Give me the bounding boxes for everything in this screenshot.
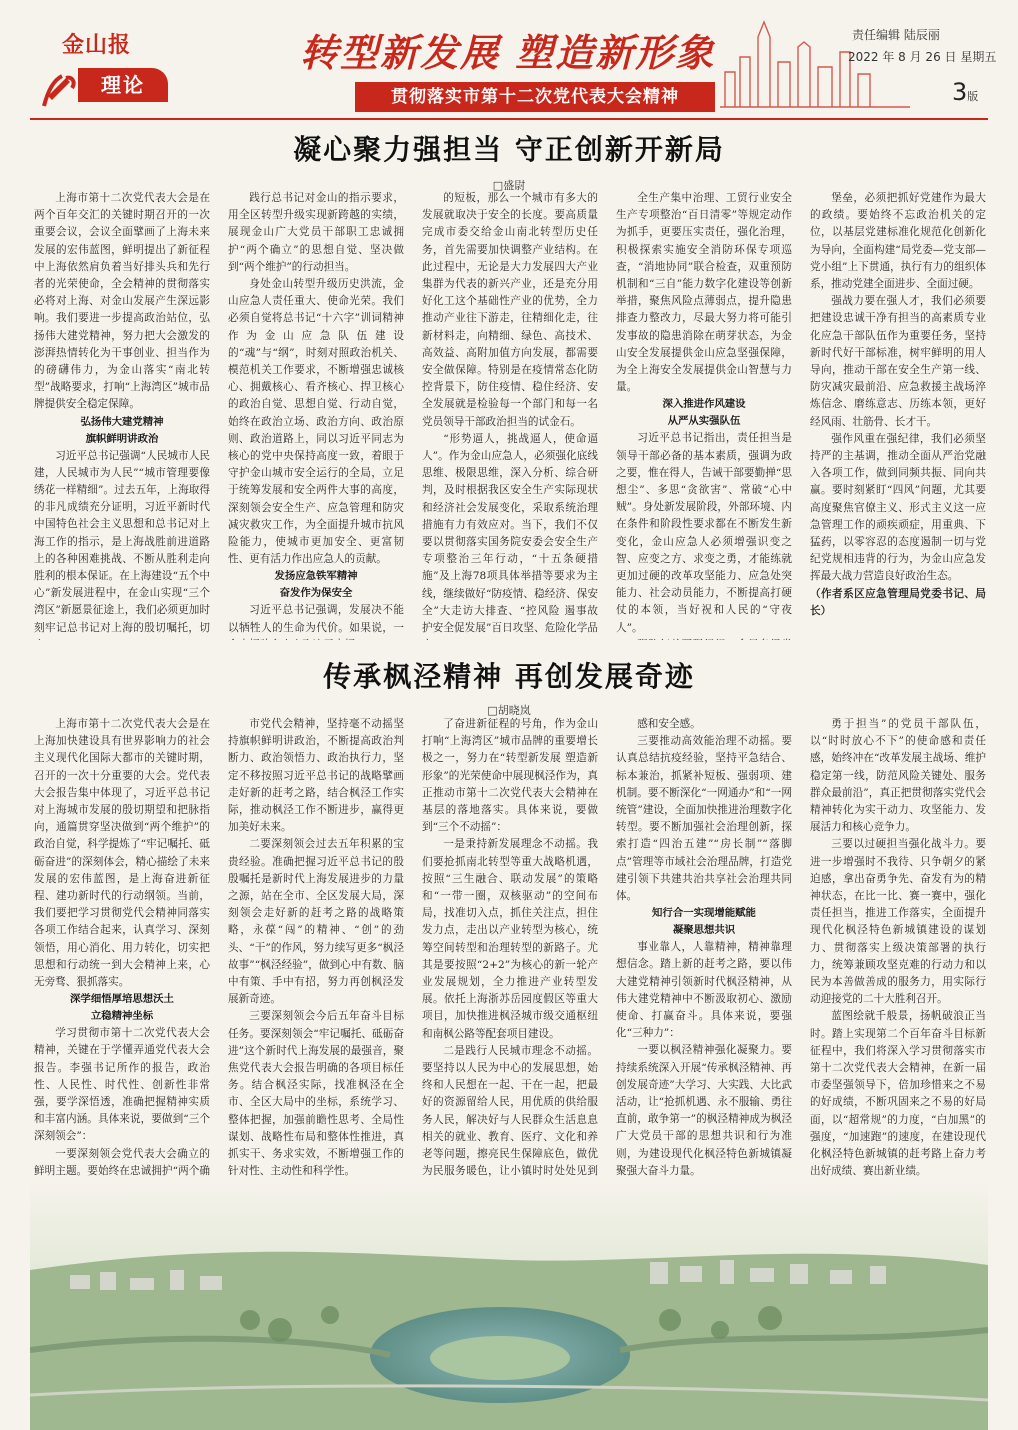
subheading: 凝聚思想共识 — [672, 924, 736, 937]
article2-column-5 — [810, 716, 986, 1178]
article1-column-3 — [422, 190, 598, 640]
subheading: 深学细悟厚培思想沃土 — [70, 993, 174, 1006]
page-suffix: 版 — [967, 90, 979, 103]
page-number-value: 3 — [952, 78, 968, 106]
article2-column-3 — [422, 716, 598, 1178]
article1-title: 凝心聚力强担当 守正创新开新局 — [293, 133, 725, 166]
newspaper-logo: 金山报 — [62, 32, 132, 58]
slogan-headline: 转型新发展 塑造新形象 — [300, 30, 716, 75]
paragraph: 蓝图绘就千般景，扬帆破浪正当时。踏上实现第二个百年奋斗目标新征程中，我们将深入学习贯彻落实市第十二次党代表大会精神，在新一届市委坚强领导下，倍加珍惜来之不易的好成绩，不断巩固来之不易的好局面，以“超常规”的力度，“白加黑”的强度，“加速跑”的速度，在建设现代化枫泾特色新城镇的赶考路上奋力考出好成绩、赛出新业绩。 — [810, 1010, 986, 1178]
article1-column-2 — [228, 190, 404, 640]
paragraph: 习近平总书记强调，发展决不能以牺牲人的生命为代价。如果说，一 — [228, 604, 404, 634]
author-note: （作者系区应急管理局党委书记、局长） — [810, 587, 986, 617]
paragraph: 全生产集中治理、工贸行业安全生产专项整治“百日清零”等规定动作为抓手，更要压实责任，强化治理，积极探索实施安全消防环保专项巡查，“消地协同”联合检查，双重预防机制和“三自”能力数字化建设等创新举措，聚焦风险点薄弱点，提升隐患排查力整改力，尽最大努力将可能引发事故的隐患消除在萌芽状态，为金山安全发展提供金山应急坚强保障，为全上海安全发展提供金山智慧与力量。 — [616, 192, 792, 394]
article2-title: 传承枫泾精神 再创发展奇迹 — [323, 660, 695, 693]
paragraph — [616, 637, 792, 640]
article2-byline: □胡晓岚 — [487, 704, 531, 717]
paragraph: 强战力要在强人才，我们必须要把建设忠诚干净有担当的高素质专业化应急干部队伍作为重要任务，坚持新时代好干部标准，树牢鲜明的用人导向，推动干部在安全生产第一线、防灾减灾最前沿、应急救援主战场淬炼信念、磨练意志、历练本领，更好经风雨、壮筋骨、长才干。 — [810, 295, 986, 428]
paragraph: 了奋进新征程的号角，作为金山打响“上海湾区”城市品牌的重要增长极之一，努力在“转型新发展 塑造新形象”的光荣使命中展现枫泾作为，真正推动市第十二次党代表大会精神在基层的落地落实。具体来说，要做到“三个不动摇”： — [422, 718, 598, 834]
subheading: 发扬应急铁军精神 — [274, 570, 358, 583]
paragraph: 勇于担当”的党员干部队伍，以“时时放心不下”的使命感和责任感，始终冲在“改革发展主战场、维护稳定第一线，防范风险关键处、服务群众最前沿”，真正把贯彻落实党代会精神转化为实干动力、攻坚能力、发展活力和核心竞争力。 — [810, 718, 986, 834]
paragraph: 市党代会精神，坚持毫不动摇坚持旗帜鲜明讲政治，不断提高政治判断力、政治领悟力、政治执行力，坚定不移按照习近平总书记的战略擘画走好新的赶考之路，结合枫泾工作实际，推动枫泾工作不断进步，赢得更加美好未来。 — [228, 718, 404, 834]
paragraph: 习近平总书记强调“人民城市人民建，人民城市为人民”“城市管理要像绣花一样精细”。过去五年，上海取得的非凡成绩充分证明，习近平新时代中国特色社会主义思想和总书记对上海工作的指示，是上海战胜前进道路上的各种困难挑战、不断从胜利走向胜利的根本保证。在上海建设“五个中心”新发展进程中，在金山实现“三个湾区”新愿景征途上，我们必须更加时刻牢记总书记对上海的殷切嘱托，切 — [34, 449, 210, 634]
subheading: 弘扬伟大建党精神 — [80, 415, 164, 428]
subheading: 旗帜鲜明讲政治 — [85, 432, 159, 445]
subheading: 立稳精神坐标 — [90, 1010, 154, 1023]
article1-column-5 — [810, 190, 986, 640]
article1-column-4 — [616, 190, 792, 640]
paragraph: 习近平总书记指出，责任担当是领导干部必备的基本素质，强调为政之要，惟在得人，告诫干部要勤掸“思想尘”、多思“贪欲害”、常破“心中贼”。身处新发展阶段，外部环境、内在条件和阶段性要求都在不断发生新变化，金山应急人必须增强识变之智、应变之方、求变之勇，才能练就更加过硬的改革攻坚能力、应急处突能力、社会动员能力，不断提高打硬仗的本领，当好祝和人民的“守夜人”。 — [616, 432, 792, 634]
paragraph: 一要以枫泾精神强化凝聚力。要持续系统深入开展“传承枫泾精神、再创发展奇迹”大学习、大实践、大比武活动，让“抢抓机遇、永不服输、勇往直前，敢争第一”的枫泾精神成为枫泾广大党员干部的思想共识和行为准则，为建设现代化枫泾特色新城镇凝聚强大奋斗力量。 — [616, 1044, 792, 1177]
masthead — [0, 0, 1018, 120]
issue-date: 2022 年 8 月 26 日 星期五 — [848, 50, 997, 64]
article2-column-2 — [228, 716, 404, 1178]
paragraph: 一是秉持新发展理念不动摇。我们要抢抓南北转型等重大战略机遇，按照“三生融合、联动发展”的策略和“一带一圈，双核驱动”的空间布局，找准切入点，抓住关注点，担住发力点，走出以产业转型为核心，统筹空间转型和治理转型的新路子。尤其是要按照“2+2”为核心的新一轮产业发展规划，全力推进产业转型发展。依托上海浙苏岳园度假区等重大项目，加快推进枫泾城市级交通枢纽和南枫公路等配套项目建设。 — [422, 838, 598, 1040]
article2-column-1 — [34, 716, 210, 1178]
subheading: 奋发作为保安全 — [279, 587, 353, 600]
subheading: 从严从实强队伍 — [667, 415, 741, 428]
paragraph: 学习贯彻市第十二次党代表大会精神，关键在于学懂弄通党代表大会报告。李强书记所作的报告，政治性、人民性、时代性、创新性非常强，要学深悟透，准确把握精神实质和丰富内涵。具体来说，要做到“三个深刻领会”： — [34, 1027, 210, 1143]
paragraph: 堡垒，必须把抓好党建作为最大的政绩。要始终不忘政治机关的定位，以基层党建标准化规范化创新化为导向，全面构建“局党委—党支部—党小组”上下贯通，执行有力的组织体系，推动党建全面进步、全面过硬。 — [810, 192, 986, 291]
editor-credit: 责任编辑 陆辰丽 — [852, 28, 940, 42]
paragraph: 感和安全感。 — [637, 718, 701, 730]
aerial-town-photo — [30, 1180, 988, 1430]
article1-column-1 — [34, 190, 210, 640]
paragraph: 三要推动高效能治理不动摇。要认真总结抗疫经验，坚持平急结合、标本兼治，抓紧补短板、强弱项、建机制。要不断深化“一网通办”和“一网统管”建设，全面加快推进治理数字化转型。要不断加强社会治理创新，探索打造“四治五建”“房长制”“落脚点”管理等市域社会治理品牌，打造党建引领下共建共治共享社会治理共同体。 — [616, 735, 792, 903]
paragraph: 的短板，那么一个城市有多大的发展就取决于安全的长度。要高质量完成市委交给金山南北转型历史任务，首先需要加快调整产业结构。在此过程中，无论是大力发展四大产业集群为代表的新兴产业，还是充分用好化工这个基础性产业的优势，全力推动产业往下游走，往精细化走，往新材料走，向精细、绿色、高技术、高效益、高附加值方向发展，都需要安全做保障。特别是在疫情常态化防控背景下，防住疫情、稳住经济、安全发展就是检验每一个部门和每一名党员领导干部政治担当的试金石。 — [422, 192, 598, 428]
paragraph: “形势逼人，挑战逼人，使命逼人”。作为金山应急人，必须强化底线思维、极限思维，深入分析、综合研判，及时根据我区安全生产实际现状和经济社会发展变化，采取系统治理措施有力有效应对。当下，我们不仅要以贯彻落实国务院安委会安全生产专项整治三年行动，“十五条硬措施”及上海78项具体举措等要求为主线，继续做好“防疫情、稳经济、保安全”大走访大排查、“控风险 遏事故 护安全促发展”百日攻坚、危险化学品 — [422, 432, 598, 635]
section-banner: 贯彻落实市第十二次党代表大会精神 — [355, 82, 715, 112]
masthead-rule — [30, 118, 988, 120]
paragraph: 三要以过硬担当强化战斗力。要进一步增强时不我待、只争朝夕的紧迫感，拿出奋勇争先、奋发有为的精神状态，在比一比、赛一赛中，强化责任担当，推进工作落实，全面提升现代化枫泾特色新城镇建设的谋划力、贯彻落实上级决策部署的执行力，统筹兼顾攻坚克难的行动力和以民为本善做善成的服务力，用实际行动迎接党的二十大胜利召开。 — [810, 838, 986, 1006]
paragraph: 上海市第十二次党代表大会是在两个百年交汇的关键时期召开的一次重要会议，会议全面擘画了上海未来发展的宏伟蓝图，鲜明提出了新征程中上海依然肩负着当好排头兵和先行者的光荣使命，全会精神的贯彻落实必将对上海、对金山发展产生深远影响。我们要进一步提高政治站位，弘扬伟大建党精神，努力把大会激发的澎湃热情转化为干事创业、担当作为的磅礴伟力，为金山落实“南北转型”战略要求，打响“上海湾区”城市品牌提供安全稳定保障。 — [34, 192, 210, 411]
subheading: 知行合一实现增能赋能 — [652, 907, 756, 920]
paragraph: 二要深刻领会过去五年积累的宝贵经验。准确把握习近平总书记的殷殷嘱托是新时代上海发展进步的力量之源，站在全市、全区发展大局，深刻领会走好新的赶考之路的战略策略，永葆“闯”的精神、“创”的劲头、“干”的作风，努力续写更多“枫泾故事”“枫泾经验”，做到心中有数、脑中有策、手中有招，努力再创枫泾发展新奇迹。 — [228, 838, 404, 1006]
article1-byline: □盛尉 — [492, 179, 526, 192]
paragraph: 事业靠人，人靠精神，精神靠理想信念。踏上新的赶考之路，要以伟大建党精神引领新时代枫泾精神，从伟大建党精神中不断汲取初心、激励使命、打赢奋斗。具体来说，要强化“三种力”： — [616, 941, 792, 1040]
party-emblem-icon — [40, 70, 80, 108]
paragraph: 一要深刻领会党代表大会确立的鲜明主题。要始终在忠诚拥护“两个确 — [34, 1147, 210, 1177]
article2-column-4 — [616, 716, 792, 1178]
subheading: 深入推进作风建设 — [662, 398, 746, 411]
paragraph: 三要深刻领会今后五年奋斗目标任务。要深刻领会“牢记嘱托、砥砺奋进”这个新时代上海发展的最强音，聚焦党代表大会报告明确的各项目标任务。结合枫泾实际，找准枫泾在全市、全区大局中的坐标，系统学习、整体把握，加强前瞻性思考、全局性谋划、战略性布局和整体性推进，真抓实干、务求实效，不断增强工作的针对性、主动性和科学性。 — [228, 1010, 404, 1178]
section-label: 理论 — [78, 68, 168, 102]
paragraph: 身处金山转型升级历史洪流，金山应急人责任重大、使命光荣。我们必须自觉将总书记“十六字”训词精神作为金山应急队伍建设的“魂”与“纲”，时刻对照政治机关、模范机关工作要求，不断增强忠诚核心、拥戴核心、看齐核心、捍卫核心的政治自觉、思想自觉、行动自觉，始终在政治立场、政治方向、政治原则、政治道路上，同以习近平同志为核心的党中央保持高度一致，着眼于守护金山城市安全运行的全局，立足于统筹发展和安全两件大事的高度，深刻领会安全生产、应急管理和防灾减灾救灾工作，为全面提升城市抗风险能力，使城市更加安全、更富韧性、更有活力作出应急人的贡献。 — [228, 278, 404, 566]
paragraph: 践行总书记对金山的指示要求，用全区转型升级实现新跨越的实绩，展现金山广大党员干部职工忠诚拥护“两个确立”的思想自觉、坚决做到“两个维护”的行动担当。 — [228, 192, 404, 273]
paragraph: 上海市第十二次党代表大会是在上海加快建设具有世界影响力的社会主义现代化国际大都市的关键时期，召开的一次十分重要的大会。党代表大会报告集中体现了，习近平总书记对上海城市发展的殷切期望和把脉指向，通篇贯穿坚决做到“两个维护”的政治自觉，科学提炼了“牢记嘱托、砥砺奋进”的深刻体会，精心描绘了未来发展的宏伟蓝图，是上海奋进新征程、建功新时代的行动纲领。当前，我们要把学习贯彻党代会精神同落实各项工作结合起来，认真学习、深刻领悟，用心消化、用力转化，切实把思想和行动统一到大会精神上来，心无旁骛、狠抓落实。 — [34, 718, 210, 989]
page-number — [952, 78, 978, 106]
paragraph: 强作风重在强纪律，我们必须坚持严的主基调，推动全面从严治党融入各项工作，做到同频共振、同向共赢。要时刻紧盯“四风”问题，尤其要高度聚焦官僚主义、形式主义这一应急管理工作的顽疾顽症，用重典、下猛药，以零容忍的态度遏制一切与党纪党规相违背的行为，为金山应急发挥最大战力营造良好政治生态。 — [810, 432, 986, 583]
paragraph: 二是践行人民城市理念不动摇。要坚持以人民为中心的发展思想，始终和人民想在一起、干在一起，把最好的资源留给人民，用优质的供给服务人民，解决好与人民群众生活息息相关的就业、教育、医疗、文化和养老等问题，擦亮民生保障底色，做优为民服务暖色，让小镇时时处处见到 — [422, 1044, 598, 1178]
